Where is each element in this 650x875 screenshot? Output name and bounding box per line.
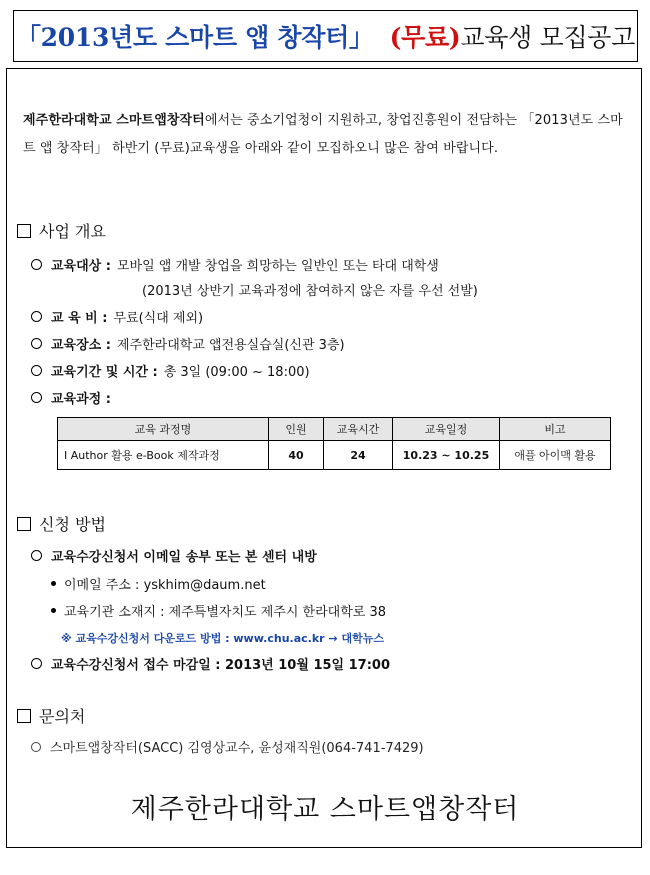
item-target-note: (2013년 상반기 교육과정에 참여하지 않은 자를 우선 선발) [142,284,478,299]
table-header-row [58,418,611,441]
intro-org: 제주한라대학교 스마트앱창작터 [23,113,205,128]
notice-body [6,68,642,848]
item-fee: 교 육 비 : 무료(식대 제외) [31,307,203,326]
circle-bullet-icon [31,658,42,669]
item-course: 교육과정 : [31,388,111,407]
table-header: 인원 [269,418,324,441]
item-deadline: 교육수강신청서 접수 마감일 : 2013년 10월 15일 17:00 [31,654,390,673]
circle-bullet-icon [31,365,42,376]
contact-info: 스마트앱창작터(SACC) 김영상교수, 윤성재직원(064-741-7429) [31,737,424,756]
title-rest: 교육생 모집공고 [460,23,636,52]
item-apply-method: 교육수강신청서 이메일 송부 또는 본 센터 내방 [31,546,317,565]
checkbox-square-icon [17,224,31,238]
table-cell: 애플 아이맥 활용 [500,441,611,470]
intro-text: 에서는 중소기업청이 지원하고, 창업진흥원이 전담하는 「2013년도 스마트 앱 창작터」 하반기 (무료)교육생을 아래와 같이 모집하오니 많은 참여 바랍니다. [23,113,623,156]
title-free: (무료) [389,23,461,52]
circle-bullet-icon [31,742,41,752]
intro-paragraph [23,107,635,163]
circle-bullet-icon [31,550,42,561]
dot-bullet-icon [51,608,56,613]
table-header: 교육시간 [324,418,393,441]
table-cell: 10.23 ~ 10.25 [393,441,500,470]
circle-bullet-icon [31,338,42,349]
footer-org-name: 제주한라대학교 스마트앱창작터 [130,794,520,825]
checkbox-square-icon [17,517,31,531]
dot-bullet-icon [51,581,56,586]
item-target: 교육대상 : 모바일 앱 개발 창업을 희망하는 일반인 또는 타대 대학생 [31,255,439,274]
section-apply-heading: 신청 방법 [17,512,106,535]
download-note: ※ 교육수강신청서 다운로드 방법 : www.chu.ac.kr → 대학뉴스 [61,632,384,645]
circle-bullet-icon [31,311,42,322]
course-table [57,417,611,470]
circle-bullet-icon [31,259,42,270]
table-cell: 24 [324,441,393,470]
table-header: 비고 [500,418,611,441]
section-contact-heading: 문의처 [17,704,85,727]
table-cell: 40 [269,441,324,470]
item-email: 이메일 주소 : yskhim@daum.net [51,574,266,593]
table-header: 교육일정 [393,418,500,441]
circle-bullet-icon [31,392,42,403]
item-period: 교육기간 및 시간 : 총 3일 (09:00 ~ 18:00) [31,361,310,380]
section-overview-heading: 사업 개요 [17,219,106,242]
item-place: 교육장소 : 제주한라대학교 앱전용실습실(신관 3층) [31,334,345,353]
checkbox-square-icon [17,709,31,723]
table-row [58,441,611,470]
title-main: 「2013년도 스마트 앱 창작터」 [15,23,374,52]
item-address: 교육기관 소재지 : 제주특별자치도 제주시 한라대학로 38 [51,601,386,620]
table-header: 교육 과정명 [58,418,269,441]
table-cell: I Author 활용 e-Book 제작과정 [58,441,269,470]
page-title [13,10,638,62]
